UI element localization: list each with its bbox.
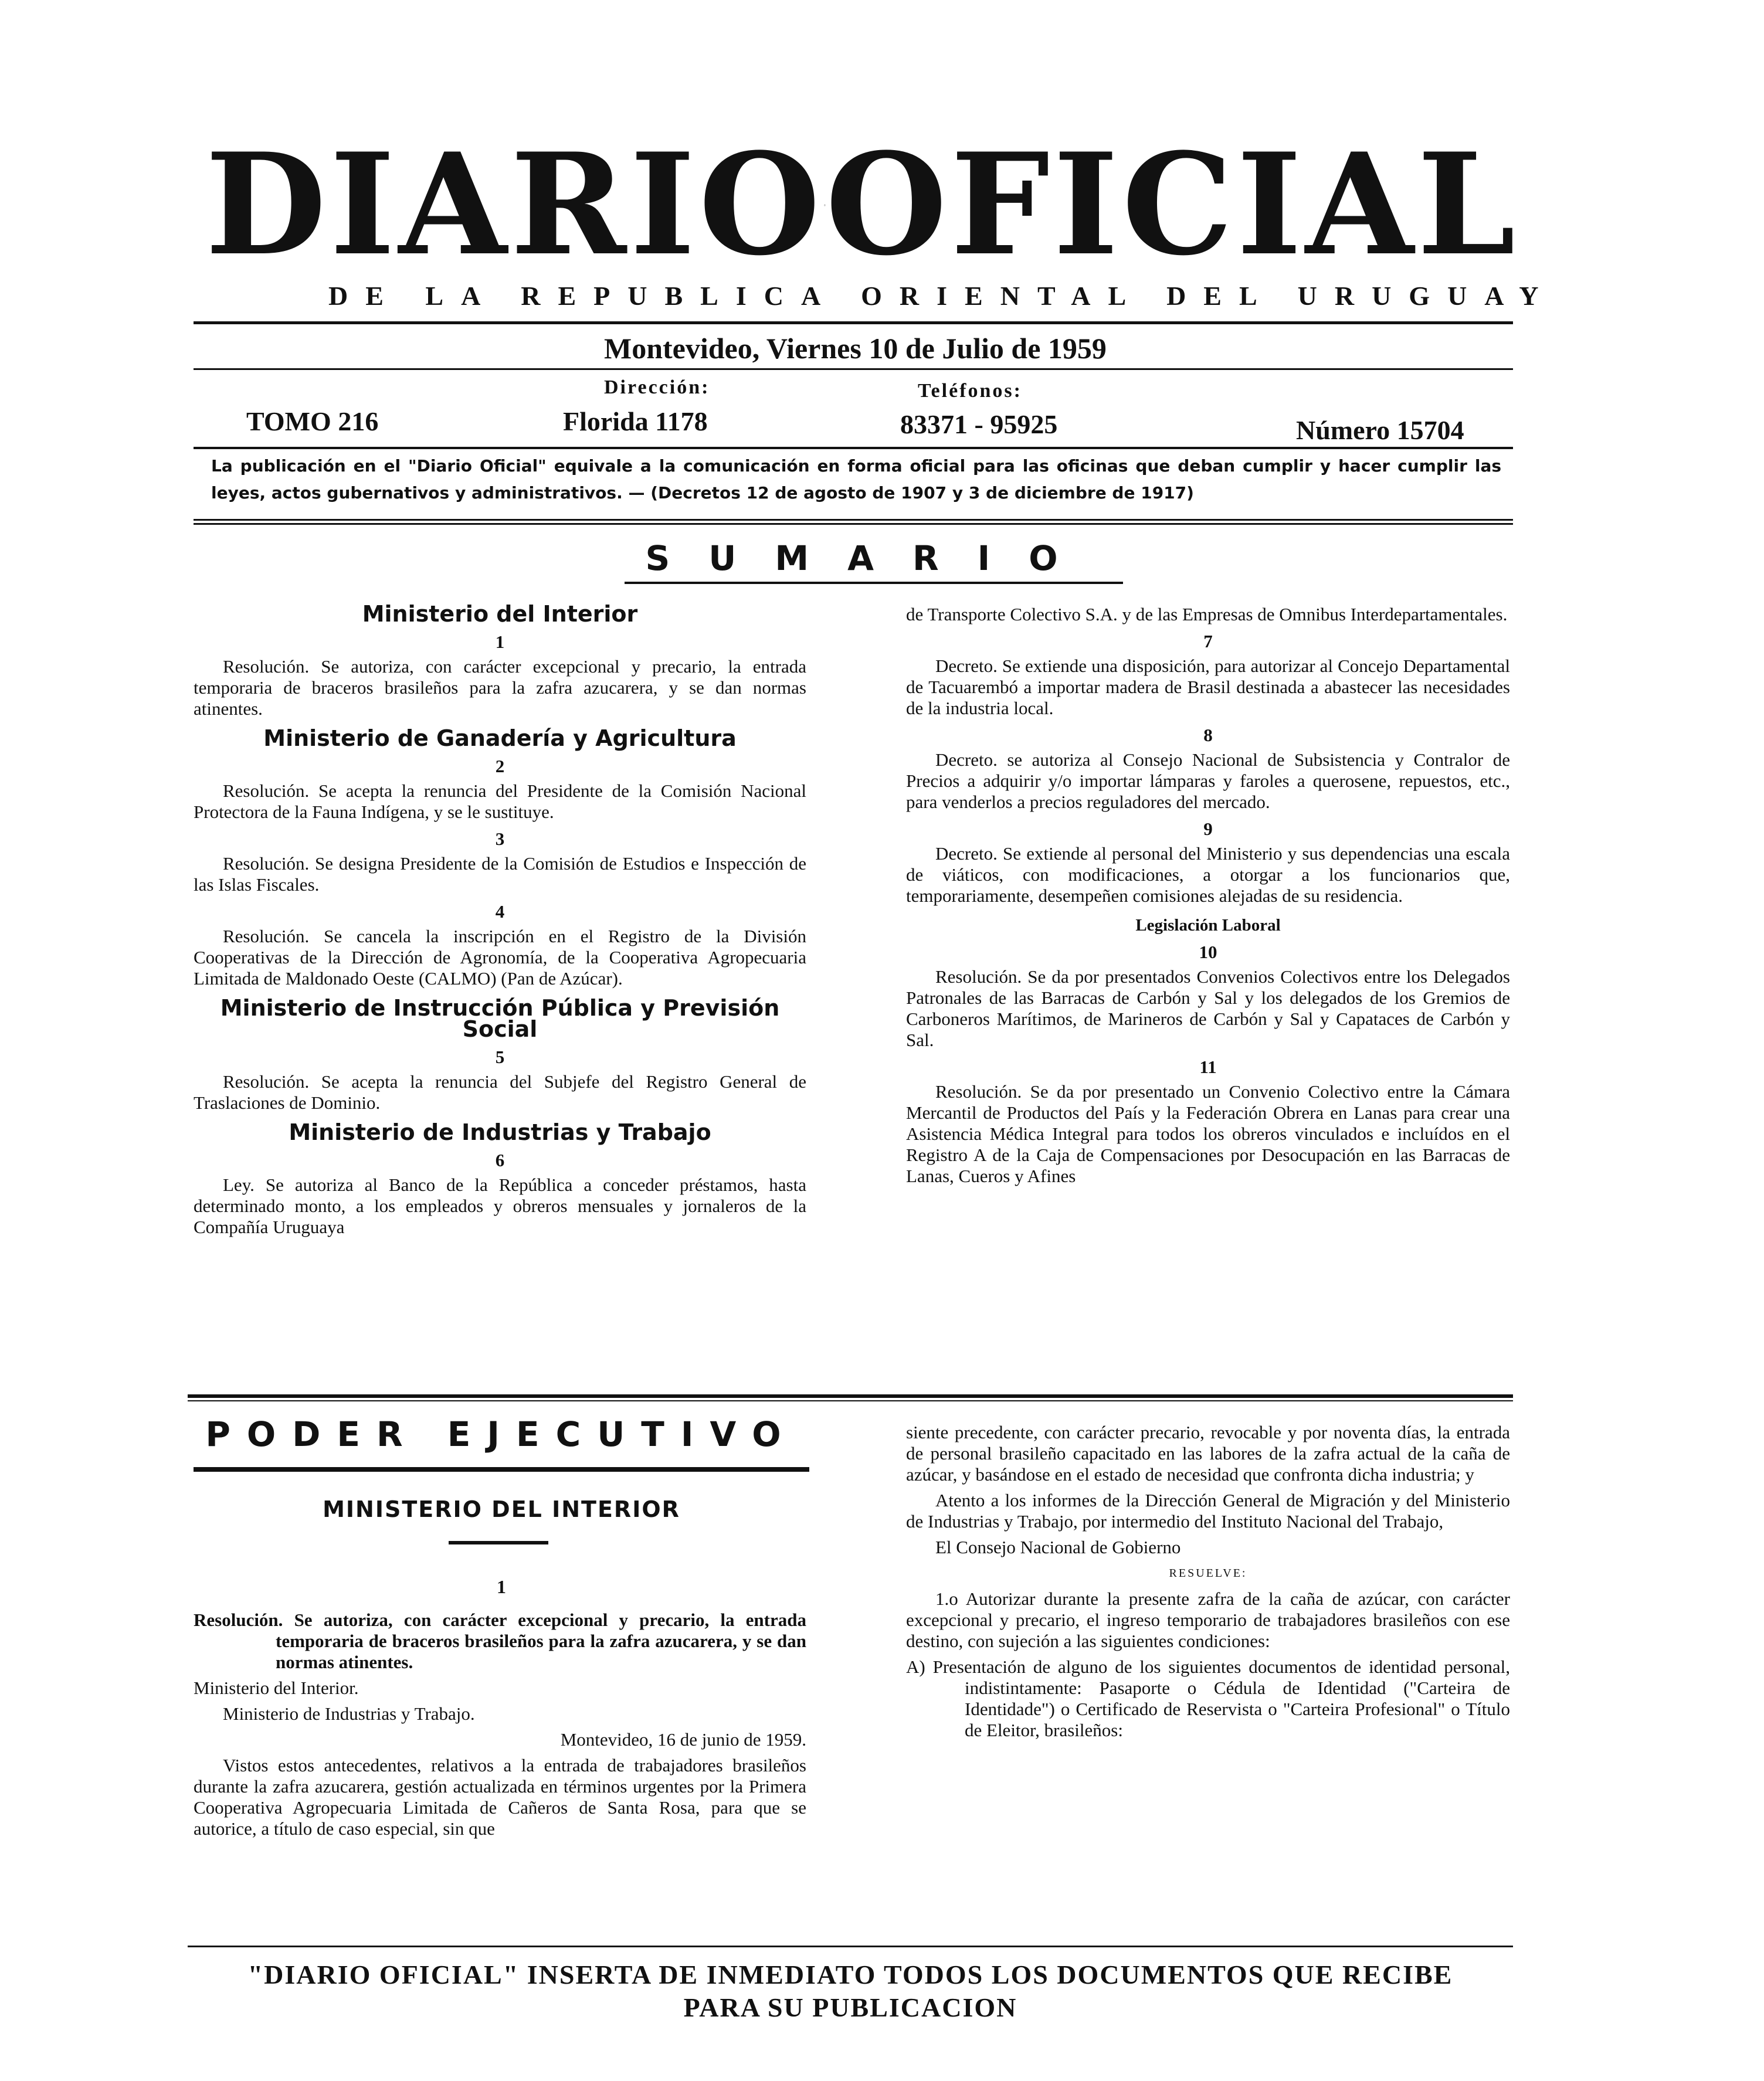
issue-number: Número 15704 (1296, 415, 1464, 445)
paragraph: Vistos estos antecedentes, relativos a la entrada de trabajadores brasileños durante la zafra azucarera, gestión actualizada en términos urgentes por la Primera Cooperativa Agropecuaria Limitada de Cañeros de Santa Rosa, para que se autorice, a título de caso especial, sin que (194, 1755, 806, 1839)
item-number: 7 (1203, 631, 1213, 651)
paragraph: Decreto. se autoriza al Consejo Nacional de Subsistencia y Contralor de Precios a adquirir y/o importar lámparas y faroles a querosene, repuestos, etc., para venderlos a precios reguladores del mercado. (906, 749, 1510, 812)
paragraph: Ley. Se autoriza al Banco de la República a conceder préstamos, hasta determinado monto, a los empleados y obreros mensuales y jornaleros de la Compañía Uruguaya (194, 1174, 806, 1237)
masthead-subtitle: DE LA REPUBLICA ORIENTAL DEL URUGUAY (328, 281, 1556, 311)
paragraph: Decreto. Se extiende una disposición, para autorizar al Concejo Departamental de Tacuarembó a importar madera de Brasil destinada a abastecer las necesidades de la industria local. (906, 656, 1510, 718)
divider (194, 1467, 809, 1472)
paragraph: Decreto. Se extiende al personal del Ministerio y sus dependencias una escala de viáticos, con modificaciones, a otorgar a los funcionarios que, temporariamente, desempeñen comisiones alejadas de su residencia. (906, 843, 1510, 906)
paragraph: Resolución. Se da por presentados Convenios Colectivos entre los Delegados Patronales de las Barracas de Carbón y Sal y los delegados de los Gremios de Carboneros Marítimos, de Marineros de Carbón y Sal y Capataces de Carbón y Sal. (906, 966, 1510, 1050)
item-number: 11 (1199, 1057, 1217, 1077)
divider (188, 1394, 1513, 1398)
issue-date: Montevideo, Viernes 10 de Julio de 1959 (604, 332, 1107, 365)
item-number: 9 (1203, 819, 1213, 839)
divider (449, 1541, 548, 1544)
divider (188, 1946, 1513, 1947)
masthead (205, 123, 1519, 287)
paragraph: Resolución. Se da por presentado un Convenio Colectivo entre la Cámara Mercantil de Productos del País y la Federación Obrera en Lanas para crear una Asistencia Médica Integral para todos los obreros vinculados e incluídos en el Registro A de la Caja de Compensaciones por Desocupación en las Barracas de Lanas, Cueros y Afines (906, 1081, 1510, 1186)
item-number: 1 (495, 632, 505, 652)
paragraph: 1.o Autorizar durante la presente zafra de la caña de azúcar, con carácter excepcional y precario, el ingreso temporario de trabajadores brasileños con ese destino, con sujeción a las siguientes condiciones: (906, 1588, 1510, 1651)
section-title: PODER EJECUTIVO (205, 1414, 798, 1454)
poder-right-column (906, 1422, 1510, 1746)
sumario-title: SUMARIO (645, 538, 1097, 578)
paragraph: Resolución. Se cancela la inscripción en el Registro de la División Cooperativas de la Dirección de Agronomía, de la Cooperativa Agropecuaria Limitada de Maldonado Oeste (CALMO) (Pan de Azúcar). (194, 926, 806, 989)
poder-left-column (194, 1610, 806, 1844)
divider (194, 519, 1513, 521)
paragraph: Resolución. Se acepta la renuncia del Presidente de la Comisión Nacional Protectora de la Fauna Indígena, y se le sustituye. (194, 780, 806, 822)
divider (194, 523, 1513, 525)
footer-line-1: "DIARIO OFICIAL" INSERTA DE INMEDIATO TODOS LOS DOCUMENTOS QUE RECIBE (247, 1960, 1453, 1990)
sumario-left-column (194, 595, 806, 1243)
paragraph: El Consejo Nacional de Gobierno (935, 1537, 1181, 1557)
phones: 83371 - 95925 (900, 409, 1058, 439)
resuelve-label: RESUELVE: (1169, 1567, 1247, 1580)
ministry-heading: Ministerio del Interior (362, 601, 638, 627)
telefonos-label: Teléfonos: (918, 380, 1022, 402)
ministry-title: MINISTERIO DEL INTERIOR (323, 1496, 680, 1522)
footer-banner (188, 1958, 1513, 2024)
item-number: 4 (495, 901, 505, 922)
paragraph: Atento a los informes de la Dirección General de Migración y del Ministerio de Industrias y Trabajo, por intermedio del Instituto Nacional del Trabajo, (906, 1490, 1510, 1532)
resolution-title: Resolución. Se autoriza, con carácter excepcional y precario, la entrada temporaria de braceros brasileños para la zafra azucarera, y se dan normas atinentes. (194, 1610, 806, 1672)
paragraph-continued: de Transporte Colectivo S.A. y de las Empresas de Omnibus Interdepartamentales. (906, 604, 1508, 624)
document-number: 1 (497, 1576, 506, 1597)
paragraph-continued: siente precedente, con carácter precario, revocable y por noventa días, la entrada de personal brasileño capacitado en las labores de la zafra actual de la caña de azúcar, y basándose en el estado de necesidad que confronta dicha industria; y (906, 1422, 1510, 1485)
legal-notice: La publicación en el "Diario Oficial" equivale a la comunicación en forma oficial para las oficinas que deban cumplir y hacer cumplir las leyes, actos gubernativos y administrativos. — (Decretos 12 de agosto de 1907 y 3 de diciembre de 1917) (211, 456, 1501, 503)
subsection-heading: Legislación Laboral (1135, 916, 1281, 935)
tomo: TOMO 216 (246, 406, 379, 436)
divider (194, 321, 1513, 324)
direccion-label: Dirección: (604, 376, 710, 398)
item-number: 2 (495, 756, 505, 776)
ministry-heading: Ministerio de Ganadería y Agricultura (263, 725, 737, 751)
divider (194, 368, 1513, 370)
masthead-left-word: DIARIO (205, 123, 824, 287)
paragraph: Ministerio de Industrias y Trabajo. (223, 1703, 475, 1724)
divider (188, 1400, 1513, 1401)
paragraph: Resolución. Se autoriza, con carácter excepcional y precario, la entrada temporaria de braceros brasileños para la zafra azucarera, y se dan normas atinentes. (194, 656, 806, 719)
sumario-right-column (906, 604, 1510, 1191)
paragraph: Ministerio del Interior. (194, 1678, 359, 1698)
item-number: 3 (495, 829, 505, 849)
paragraph: Resolución. Se designa Presidente de la Comisión de Estudios e Inspección de las Islas Fiscales. (194, 853, 806, 895)
list-item: A) Presentación de alguno de los siguientes documentos de identidad personal, indistintamente: Pasaporte o Cédula de Identidad ("Carteira de Identidade") o Certificado de Reservista o "Carteira Profesional" o Título de Eleitor, brasileños: (906, 1656, 1510, 1740)
paragraph: Resolución. Se acepta la renuncia del Subjefe del Registro General de Traslaciones de Dominio. (194, 1071, 806, 1113)
item-number: 6 (495, 1150, 505, 1170)
item-number: 8 (1203, 725, 1213, 745)
divider (625, 582, 1123, 584)
footer-line-2: PARA SU PUBLICACION (683, 1992, 1017, 2022)
ministry-heading: Ministerio de Instrucción Pública y Previsión Social (220, 995, 780, 1042)
dateline: Montevideo, 16 de junio de 1959. (560, 1729, 806, 1750)
address: Florida 1178 (563, 406, 708, 436)
item-number: 10 (1199, 942, 1217, 962)
divider (194, 447, 1513, 449)
ministry-heading: Ministerio de Industrias y Trabajo (289, 1119, 711, 1145)
masthead-right-word: OFICIAL (825, 123, 1519, 287)
item-number: 5 (495, 1047, 505, 1067)
